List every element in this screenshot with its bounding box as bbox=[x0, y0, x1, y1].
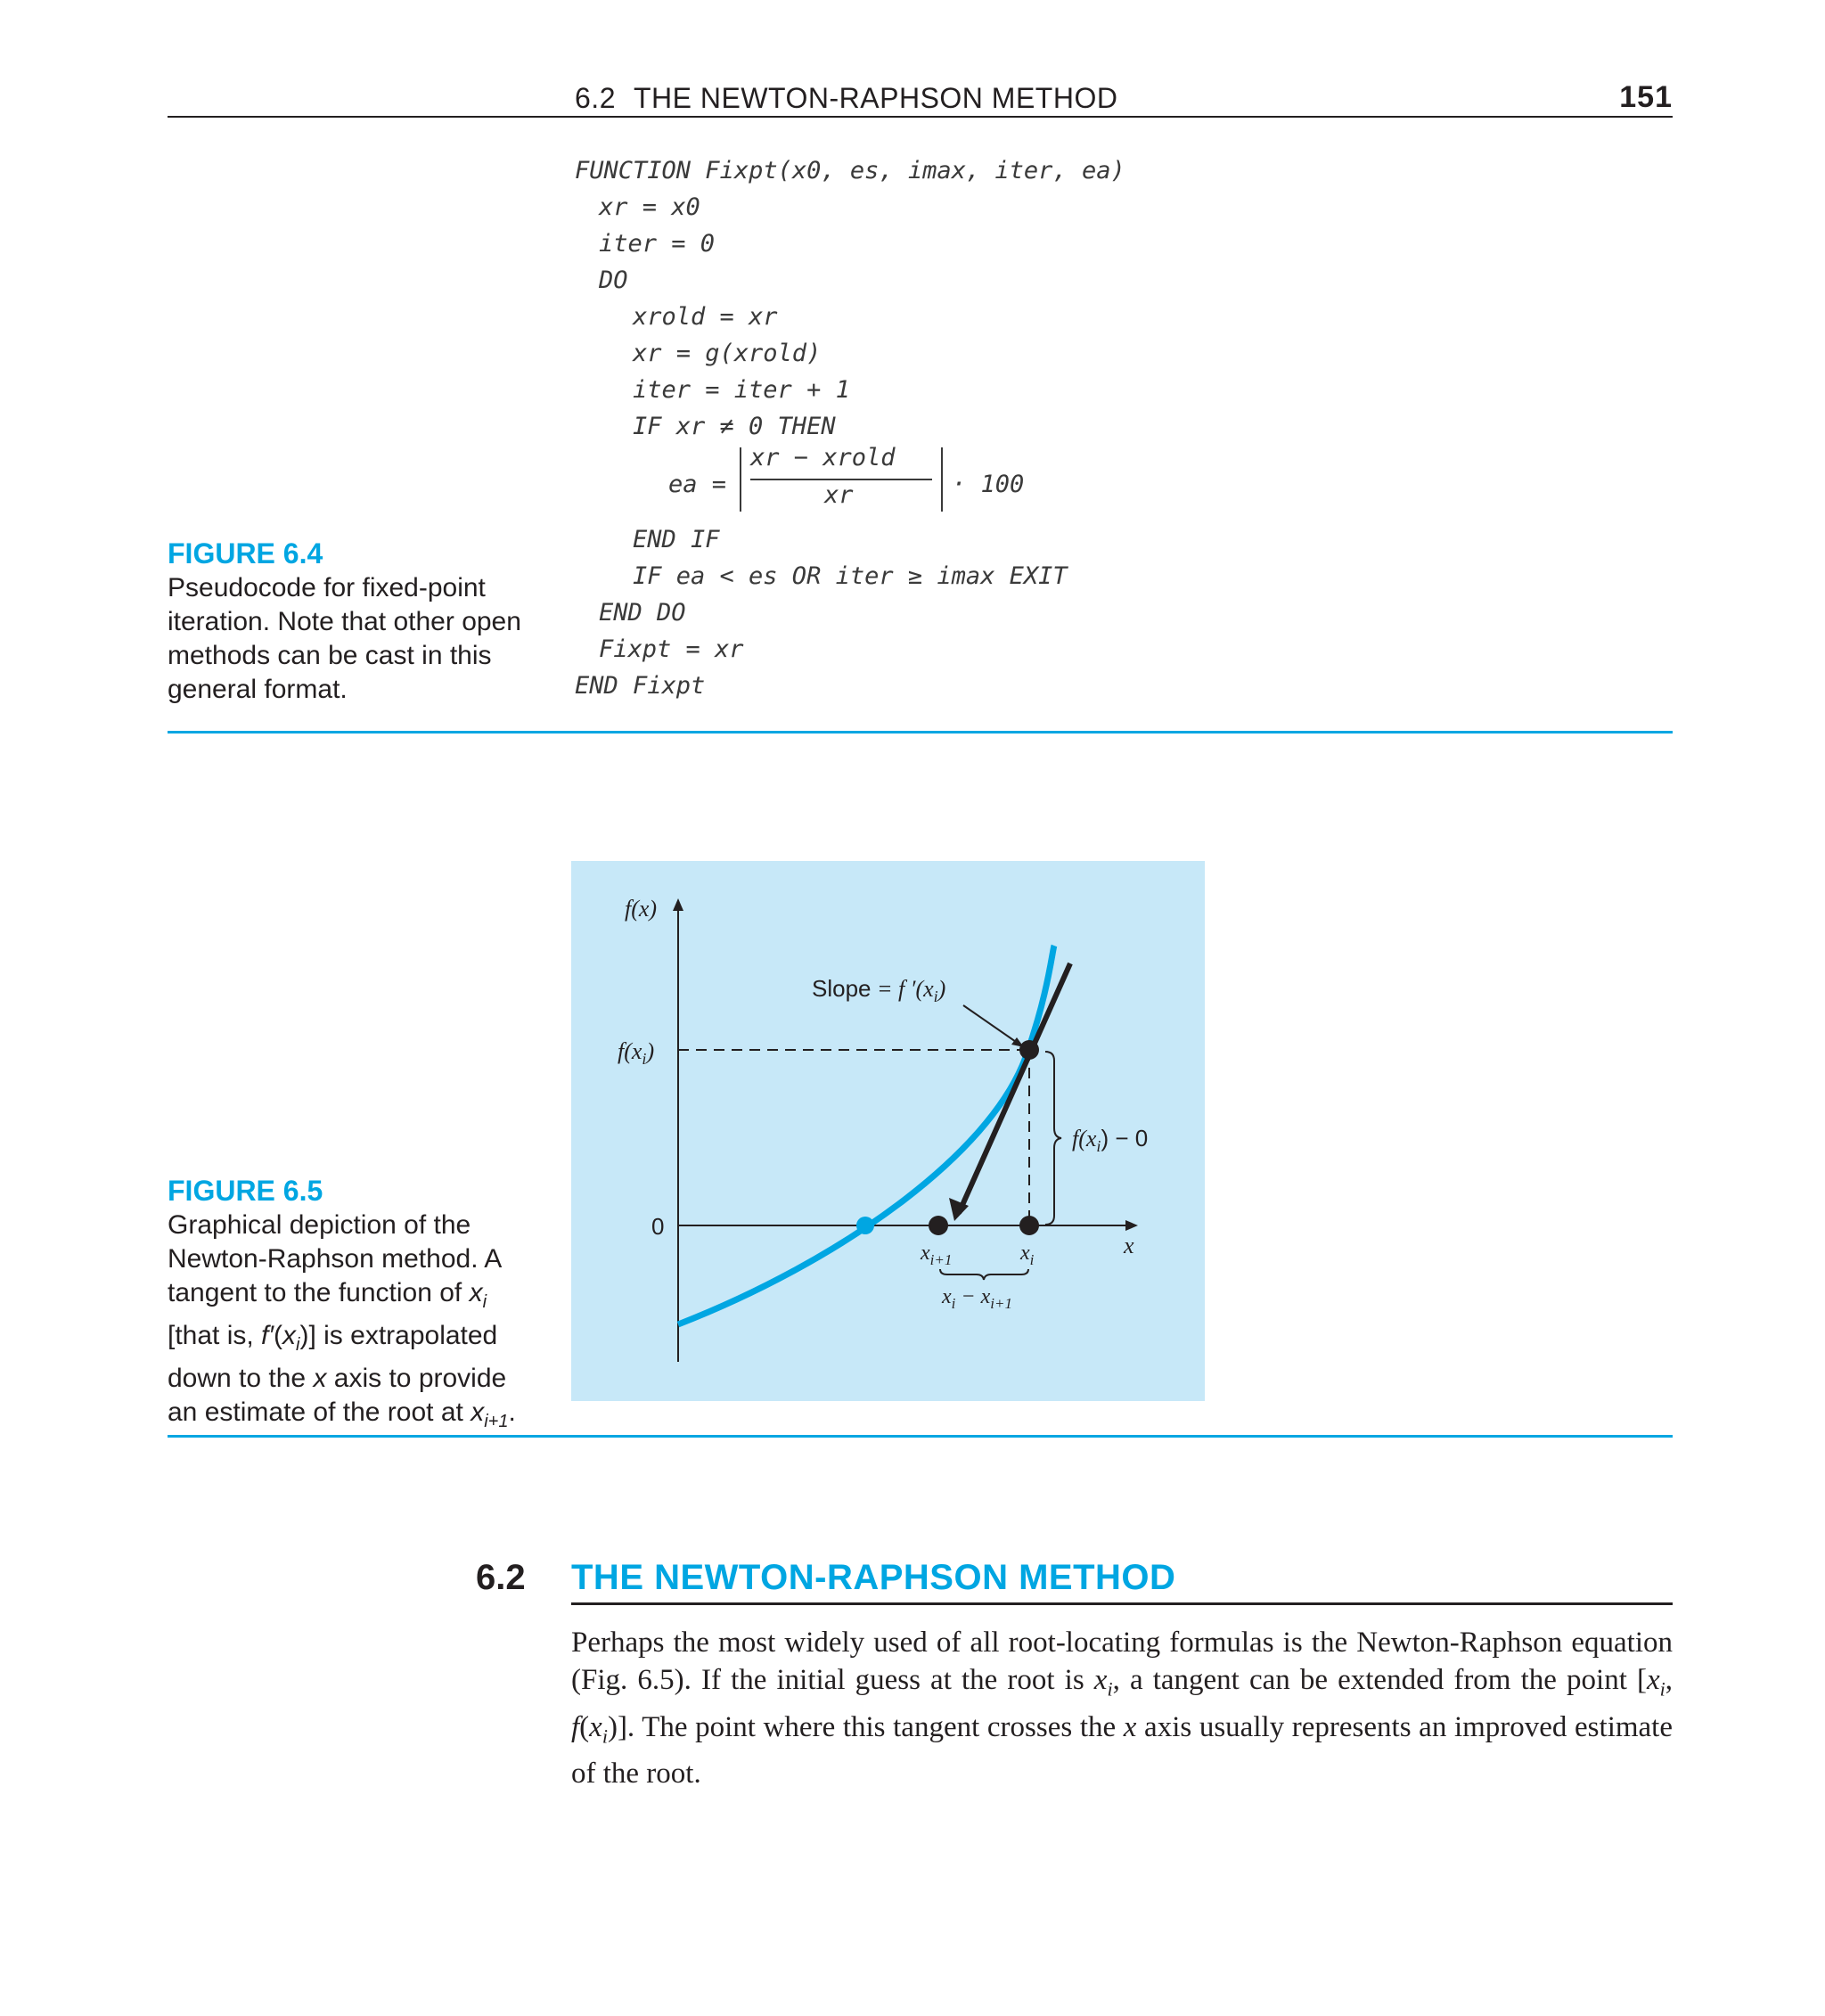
code-line: xr = g(xrold) bbox=[633, 340, 822, 367]
figure-6-4-caption: Pseudocode for fixed-point iteration. Note that other open methods can be cast in this general format. bbox=[168, 573, 521, 704]
code-line: xr = x0 bbox=[599, 193, 700, 221]
diagram-svg bbox=[571, 861, 1205, 1401]
abs-bar-right bbox=[941, 447, 943, 512]
difference-label: $x_i - x_{i+1}$ bbox=[942, 1285, 1012, 1312]
running-head bbox=[575, 82, 1117, 115]
code-line: FUNCTION Fixpt(x0, es, imax, iter, ea) bbox=[575, 157, 1125, 184]
section-title: THE NEWTON-RAPHSON METHOD bbox=[571, 1558, 1176, 1597]
y-axis-label: f(x) bbox=[625, 896, 658, 922]
running-head-section: 6.2 bbox=[575, 82, 616, 114]
ea-formula bbox=[668, 444, 1078, 519]
vertical-brace bbox=[1045, 1052, 1061, 1225]
section-number: 6.2 bbox=[476, 1558, 526, 1597]
xi1-label: $x_{i+1}$ bbox=[921, 1242, 953, 1268]
figure-6-5-caption: Graphical depiction of the Newton-Raphson method. A tangent to the function of $x_i$ [that is, $f'(x_i)$] is extrapolated down to the x axis to provide an estimate of the root at $x_{i+1}$. bbox=[168, 1210, 516, 1431]
xi-label: $x_i$ bbox=[1020, 1242, 1035, 1268]
code-line: iter = iter + 1 bbox=[633, 376, 850, 404]
code-line: xrold = xr bbox=[633, 303, 778, 331]
x-axis-label: x bbox=[1124, 1233, 1134, 1258]
section-rule bbox=[571, 1602, 1673, 1605]
newton-raphson-diagram bbox=[571, 861, 1205, 1401]
code-line: END IF bbox=[633, 526, 720, 553]
code-line: iter = 0 bbox=[599, 230, 716, 258]
y-axis-arrow-icon bbox=[673, 898, 683, 911]
ea-denominator: xr bbox=[824, 481, 854, 509]
figure-6-5-label: FIGURE 6.5 bbox=[168, 1175, 323, 1207]
header-rule bbox=[168, 116, 1673, 118]
root-point bbox=[856, 1217, 874, 1234]
code-line: END DO bbox=[599, 599, 686, 627]
xi-point bbox=[1019, 1216, 1039, 1235]
ea-numerator: xr − xrold bbox=[750, 444, 896, 471]
figure-6-4-rule bbox=[168, 731, 1673, 733]
figure-6-5-rule bbox=[168, 1435, 1673, 1438]
page-number: 151 bbox=[1619, 80, 1673, 114]
ea-rhs: · 100 bbox=[952, 471, 1025, 498]
zero-label: 0 bbox=[651, 1213, 665, 1240]
fxi-minus-zero-label: $f(x_i) - 0$ bbox=[1072, 1125, 1149, 1155]
body-paragraph: Perhaps the most widely used of all root-locating formulas is the Newton-Raphson equation (Fig. 6.5). If the initial guess at the root is $x_i$, a tangent can be extended from the point [$x_i$, $f(x_i)$]. The point where this tangent crosses the x axis usually represents an improved estimate of the root. bbox=[571, 1627, 1673, 1791]
slope-pointer bbox=[963, 1005, 1019, 1044]
code-line: DO bbox=[599, 266, 628, 294]
code-line: Fixpt = xr bbox=[599, 635, 744, 663]
running-head-title: THE NEWTON-RAPHSON METHOD bbox=[633, 82, 1118, 114]
fxi-point bbox=[1019, 1040, 1039, 1060]
x-axis-arrow-icon bbox=[1125, 1220, 1138, 1231]
ea-lhs: ea = bbox=[668, 471, 727, 498]
slope-label: Slope = f $'(x_i)$ bbox=[812, 975, 946, 1005]
code-line: IF xr ≠ 0 THEN bbox=[633, 413, 836, 440]
fxi-axis-label: $f(x_i)$ bbox=[618, 1038, 655, 1068]
xi1-point bbox=[929, 1216, 948, 1235]
horizontal-brace bbox=[940, 1269, 1028, 1280]
fraction-line bbox=[750, 479, 932, 480]
function-curve bbox=[678, 946, 1054, 1324]
code-line: END Fixpt bbox=[575, 672, 706, 700]
abs-bar-left bbox=[740, 447, 741, 512]
figure-6-4-label: FIGURE 6.4 bbox=[168, 537, 323, 570]
code-line: IF ea < es OR iter ≥ imax EXIT bbox=[633, 562, 1068, 590]
